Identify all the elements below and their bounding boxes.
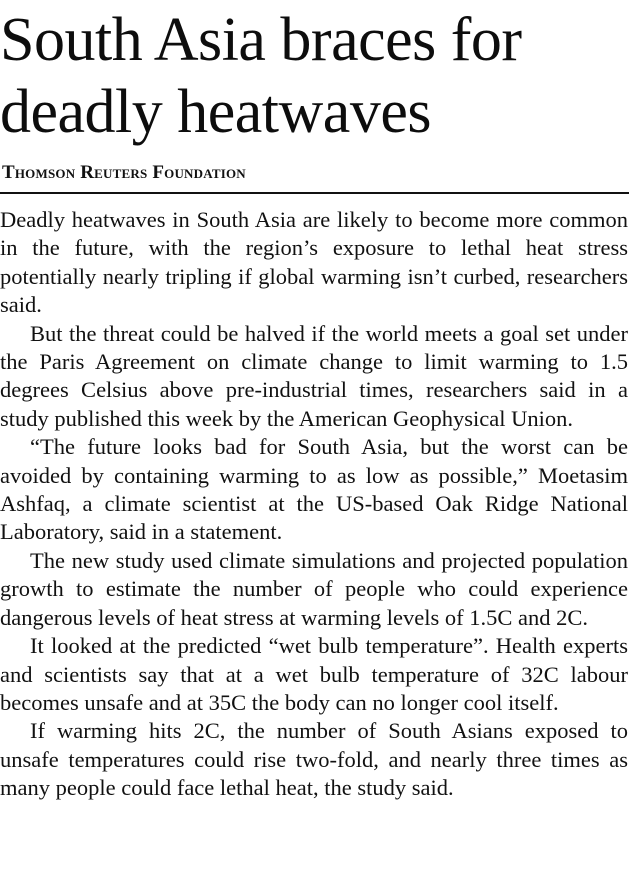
article-paragraph-6: If warming hits 2C, the number of South Asians exposed to unsafe temperatures could rise two-fold, and nearly three times as many people could face lethal heat, the study said. xyxy=(0,718,628,801)
article-paragraph-1: Deadly heatwaves in South Asia are likely to become more common in the future, with the region’s exposure to lethal heat stress potentially nearly tripling if global warming isn’t curbed, researchers said. xyxy=(0,207,628,318)
article-body xyxy=(0,206,628,803)
headline-divider xyxy=(0,192,629,194)
article-headline: South Asia braces for deadly heatwaves xyxy=(0,6,522,146)
article-byline: Thomson Reuters Foundation xyxy=(2,162,246,183)
article-paragraph-5: It looked at the predicted “wet bulb temperature”. Health experts and scientists say that at a wet bulb temperature of 32C labour becomes unsafe and at 35C the body can no longer cool itself. xyxy=(0,633,628,715)
article-paragraph-2: But the threat could be halved if the world meets a goal set under the Paris Agreement on climate change to limit warming to 1.5 degrees Celsius above pre-industrial times, researchers said in a study published this week by the American Geophysical Union. xyxy=(0,320,628,431)
article-paragraph-4: The new study used climate simulations and projected population growth to estimate the number of people who could experience dangerous levels of heat stress at warming levels of 1.5C and 2C. xyxy=(0,547,628,630)
article-paragraph-3: “The future looks bad for South Asia, but the worst can be avoided by containing warming to as low as possible,” Moetasim Ashfaq, a climate scientist at the US-based Oak Ridge National Laboratory, said in a statement. xyxy=(0,434,628,545)
